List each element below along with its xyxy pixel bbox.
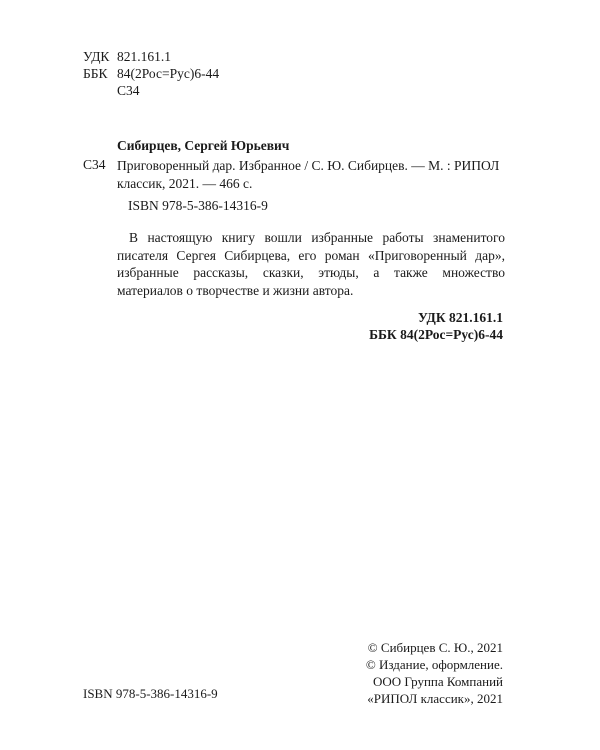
copyright-block — [366, 639, 503, 707]
author-mark-left: С34 — [83, 157, 106, 172]
isbn-main: ISBN 978-5-386-14316-9 — [128, 198, 268, 213]
bbk-right: ББК 84(2Рос=Рус)6-44 — [369, 327, 503, 342]
annotation: В настоящую книгу вошли избранные работы знаменитого писателя Сергея Сибирцева, его роман «Приговоренный дар», избранные рассказы, сказки, этюды, а также множество материалов о творчестве и жизни автора. — [117, 230, 505, 298]
udk-value: 821.161.1 — [117, 49, 171, 64]
classification-codes-right — [369, 309, 503, 343]
copyright-line-2: © Издание, оформление. — [365, 657, 503, 672]
bibliographic-description: Приговоренный дар. Избранное / С. Ю. Сибирцев. — М. : РИПОЛ классик, 2021. — 466 с. — [117, 158, 500, 191]
author-mark-row — [83, 82, 219, 99]
udk-right: УДК 821.161.1 — [418, 310, 503, 325]
copyright-line-3: ООО Группа Компаний — [373, 674, 503, 689]
isbn-footer: ISBN 978-5-386-14316-9 — [83, 686, 218, 701]
author-heading: Сибирцев, Сергей Юрьевич — [117, 138, 290, 153]
classification-codes — [83, 48, 219, 99]
copyright-line-1: © Сибирцев С. Ю., 2021 — [367, 640, 503, 655]
bbk-label: ББК — [83, 66, 108, 81]
copyright-line-4: «РИПОЛ классик», 2021 — [367, 691, 503, 706]
bbk-row — [83, 65, 219, 82]
udk-row — [83, 48, 219, 65]
author-mark: С34 — [117, 83, 140, 98]
udk-label: УДК — [83, 49, 110, 64]
bbk-value: 84(2Рос=Рус)6-44 — [117, 66, 220, 81]
